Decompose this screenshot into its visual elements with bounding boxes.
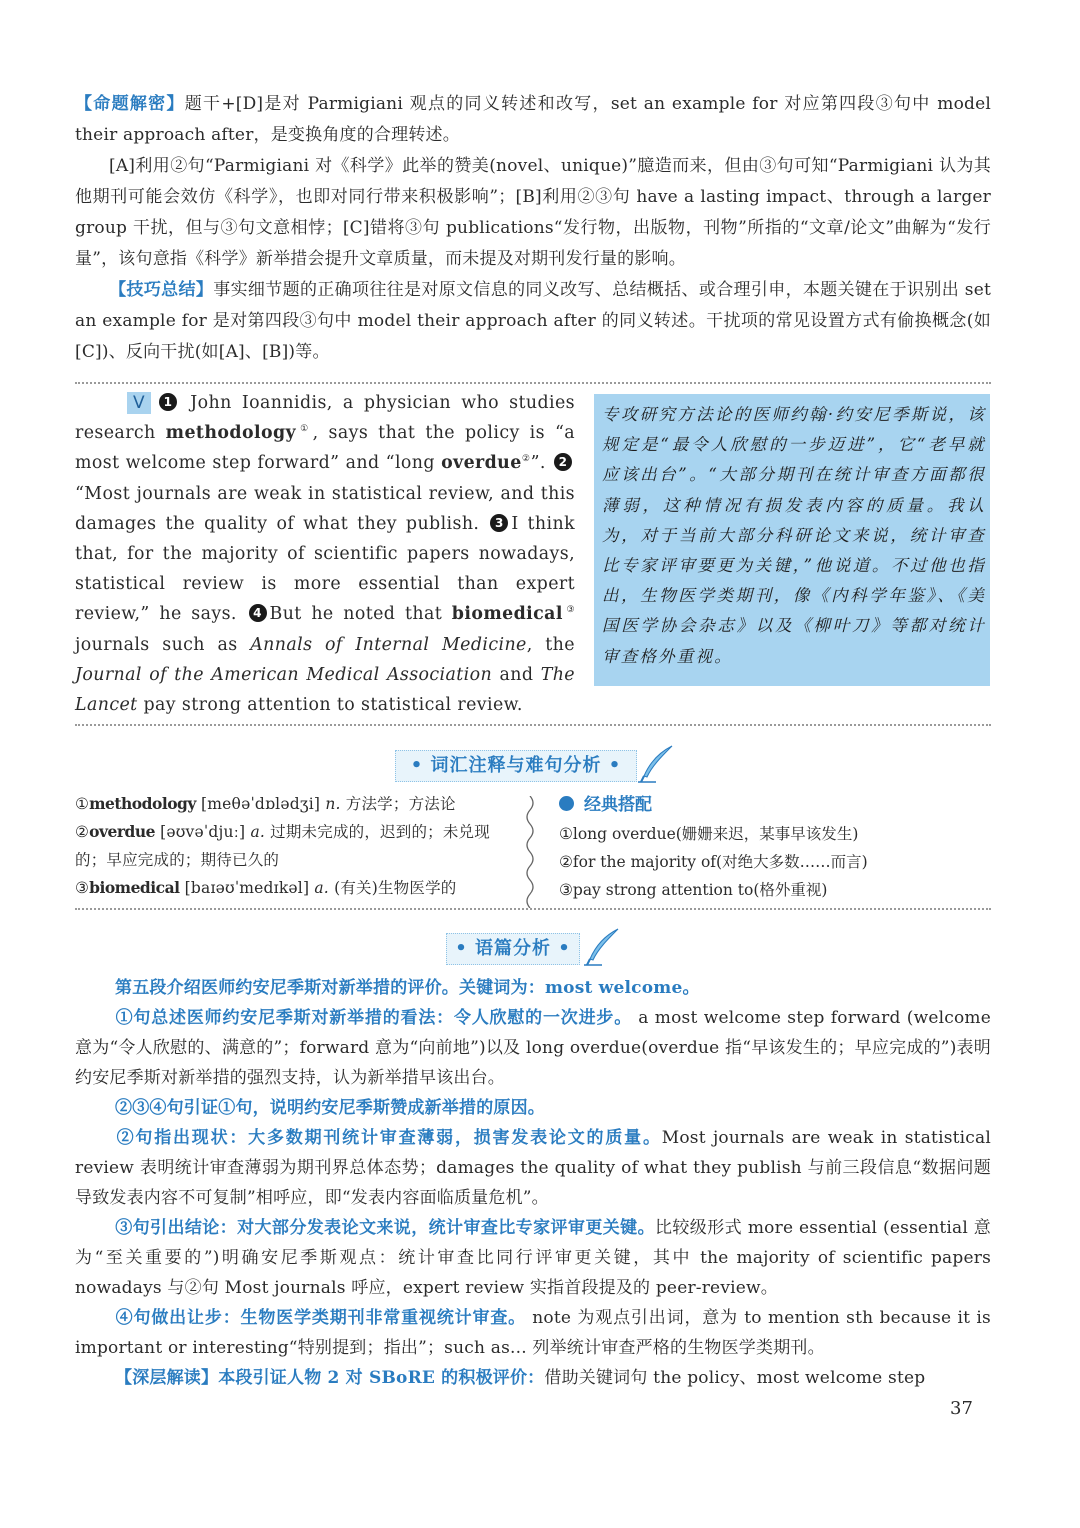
wavy-divider bbox=[522, 796, 538, 908]
vocab-def: 过期未完成的，迟到的；未兑现的；早应完成的；期待已久的 bbox=[75, 823, 490, 869]
keyword: overdue bbox=[441, 453, 522, 474]
analysis-point: ③句引出结论：对大部分发表论文来说，统计审查比专家评审更关键。 bbox=[115, 1218, 655, 1238]
text: 事实细节题的正确项往往是对原文信息的同义改写、总结概括、或合理引申，本题关键在于识别出 set an example for 是对第四段③句中 model their approach after 的同义转述。干扰项的常见设置方式有偷换概念(如[C])、反向干扰(如[A]、[B])等。 bbox=[75, 280, 991, 362]
passage-paragraph bbox=[75, 388, 575, 720]
text: Most journals are weak in statistical review 表明统计审查薄弱为期刊界总体态势；damages the quality of what they publish 与前三段信息“数据问题导致发表内容不可复制”相呼应，即“发表内容面临质量危机”。 bbox=[75, 1128, 991, 1208]
vocab-pos: a. bbox=[314, 879, 329, 897]
footnote-mark: ② bbox=[521, 454, 531, 465]
analysis-paragraph bbox=[75, 973, 991, 1393]
vocab-item bbox=[75, 818, 515, 874]
analysis-point: ④句做出让步：生物医学类期刊非常重视统计审查。 bbox=[115, 1308, 527, 1328]
journal-title: The Lancet bbox=[75, 664, 575, 716]
keyword: biomedical bbox=[451, 604, 563, 625]
analysis-heading: 第五段介绍医师约安尼季斯对新举措的评价。关键词为：most welcome。 bbox=[115, 978, 700, 998]
vocab-ipa: [meθəˈdɒlədʒi] bbox=[201, 795, 321, 813]
vocab-def: (有关)生物医学的 bbox=[334, 879, 457, 897]
vocab-word: methodology bbox=[89, 794, 196, 813]
text: , says that the policy is “a most welcome step forward” and “long bbox=[75, 423, 576, 474]
vocab-ipa: [baɪəʊˈmedɪkəl] bbox=[184, 879, 310, 897]
analysis-point: ①句总述医师约安尼季斯对新举措的看法：令人欣慰的一次进步。 bbox=[115, 1008, 633, 1028]
quill-icon bbox=[582, 927, 622, 967]
vocab-num: ③ bbox=[75, 879, 90, 897]
paragraph-badge: V bbox=[127, 392, 151, 414]
text: But he noted that bbox=[269, 604, 452, 625]
analysis-point: 本段引证人物 2 对 SBoRE 的积极评价： bbox=[218, 1368, 545, 1388]
sentence-number: 1 bbox=[159, 393, 177, 411]
vocab-word: overdue bbox=[89, 822, 155, 841]
quill-icon bbox=[636, 744, 676, 784]
text: 题干+[D]是对 Parmigiani 观点的同义转述和改写，set an example for 对应第四段③句中 model their approach after，是变换角度的合理转述。 bbox=[75, 94, 991, 145]
vocab-num: ① bbox=[75, 795, 90, 813]
explanation-paragraph bbox=[75, 89, 991, 368]
collocation-title-text: 经典搭配 bbox=[584, 795, 652, 815]
translation-text: 专攻研究方法论的医师约翰·约安尼季斯说，该规定是“最令人欣慰的一步迈进”，它“老早就应该出台”。“大部分期刊在统计审查方面都很薄弱，这种情况有损发表内容的质量。我认为，对于当前大部分科研论文来说，统计审查比专家评审要更为关键，”他说道。不过他也指出，生物医学类期刊，像《内科学年鉴》、《美国医学协会杂志》以及《柳叶刀》等都对统计审查格外重视。 bbox=[602, 405, 986, 666]
vocab-pos: n. bbox=[325, 795, 341, 813]
text: 借助关键词句 the policy、most welcome step bbox=[544, 1368, 926, 1388]
divider bbox=[75, 382, 991, 384]
divider bbox=[75, 908, 991, 910]
page-number: 37 bbox=[950, 1398, 973, 1419]
vocab-def: 方法学；方法论 bbox=[345, 795, 456, 813]
collocation-item: ③pay strong attention to(格外重视) bbox=[559, 881, 828, 899]
text: [A]利用②句“Parmigiani 对《科学》此举的赞美(novel、unique)”臆造而来，但由③句可知“Parmigiani 认为其他期刊可能会效仿《科学》，也即对同行带来积极影响”；[B]利用②③句 have a lasting impact、through a larger group 干扰，但与③句文意相悖；[C]错将③句 publications“发行物，出版物，刊物”所指的“文章/论文”曲解为“发行量”，该句意指《科学》新举措会提升文章质量，而未提及对期刊发行量的影响。 bbox=[75, 156, 991, 269]
vocab-ipa: [əʊvəˈdjuː] bbox=[160, 823, 246, 841]
sentence-number: 3 bbox=[490, 514, 508, 532]
divider bbox=[75, 724, 991, 726]
analysis-point: ②③④句引证①句，说明约安尼季斯赞成新举措的原因。 bbox=[115, 1098, 545, 1118]
label-skill-summary: 【技巧总结】 bbox=[109, 280, 214, 300]
text: ”. bbox=[530, 453, 552, 474]
collocation-list bbox=[559, 820, 989, 904]
vocab-item bbox=[75, 790, 515, 818]
text: and bbox=[492, 664, 541, 685]
footnote-mark: ③ bbox=[562, 605, 576, 616]
text: John Ioannidis, a physician who studies research bbox=[75, 393, 575, 444]
sentence-number: 4 bbox=[249, 604, 267, 622]
text: , the bbox=[526, 634, 575, 655]
vocab-item bbox=[75, 874, 515, 902]
footnote-mark: ① bbox=[296, 424, 313, 435]
text: 比较级形式 more essential (essential 意为“至关重要的”)明确安尼季斯观点：统计审查比同行评审更关键，其中 the majority of scientific papers nowadays 与②句 Most journals 呼应，expert review 实指首段提及的 peer-review。 bbox=[75, 1218, 991, 1298]
text: a most welcome step forward (welcome 意为“令人欣慰的、满意的”；forward 意为“向前地”)以及 long overdue(overdue 指“早该发生的；早应完成的”)表明约安尼季斯对新举措的强烈支持，认为新举措早该出台。 bbox=[75, 1008, 991, 1088]
translation-box bbox=[594, 394, 990, 686]
text: note 为观点引出词，意为 to mention sth because it is important or interesting“特别提到；指出”；such as... 列举统计审查严格的生物医学类期刊。 bbox=[75, 1308, 991, 1358]
analysis-section-title: • 语篇分析 • bbox=[446, 933, 580, 965]
vocab-pos: a. bbox=[250, 823, 266, 841]
vocab-list bbox=[75, 790, 515, 902]
bullet-dot-icon bbox=[559, 796, 574, 811]
collocation-title bbox=[559, 793, 652, 817]
journal-title: Journal of the American Medical Association bbox=[75, 664, 493, 685]
journal-title: Annals of Internal Medicine bbox=[250, 634, 527, 655]
vocab-num: ② bbox=[75, 823, 90, 841]
text: journals such as bbox=[75, 634, 251, 655]
vocab-word: biomedical bbox=[89, 878, 180, 897]
text: pay strong attention to statistical review. bbox=[137, 695, 523, 716]
vocab-section-title: • 词汇注释与难句分析 • bbox=[395, 750, 637, 782]
collocation-item: ①long overdue(姗姗来迟，某事早该发生) bbox=[559, 825, 859, 843]
keyword: methodology bbox=[165, 423, 297, 444]
label-question-analysis: 【命题解密】 bbox=[75, 94, 185, 114]
collocation-item: ②for the majority of(对绝大多数……而言) bbox=[559, 853, 868, 871]
label-deep-reading: 【深层解读】 bbox=[115, 1368, 219, 1388]
text: “Most journals are weak in statistical review, and this damages the quality of what they publish. bbox=[75, 483, 575, 534]
text: I think that, for the majority of scientific papers nowadays, statistical review is more essential than expert review,” he says. bbox=[75, 513, 576, 625]
sentence-number: 2 bbox=[554, 453, 572, 471]
analysis-point: ②句指出现状：大多数期刊统计审查薄弱，损害发表论文的质量。 bbox=[115, 1128, 662, 1148]
